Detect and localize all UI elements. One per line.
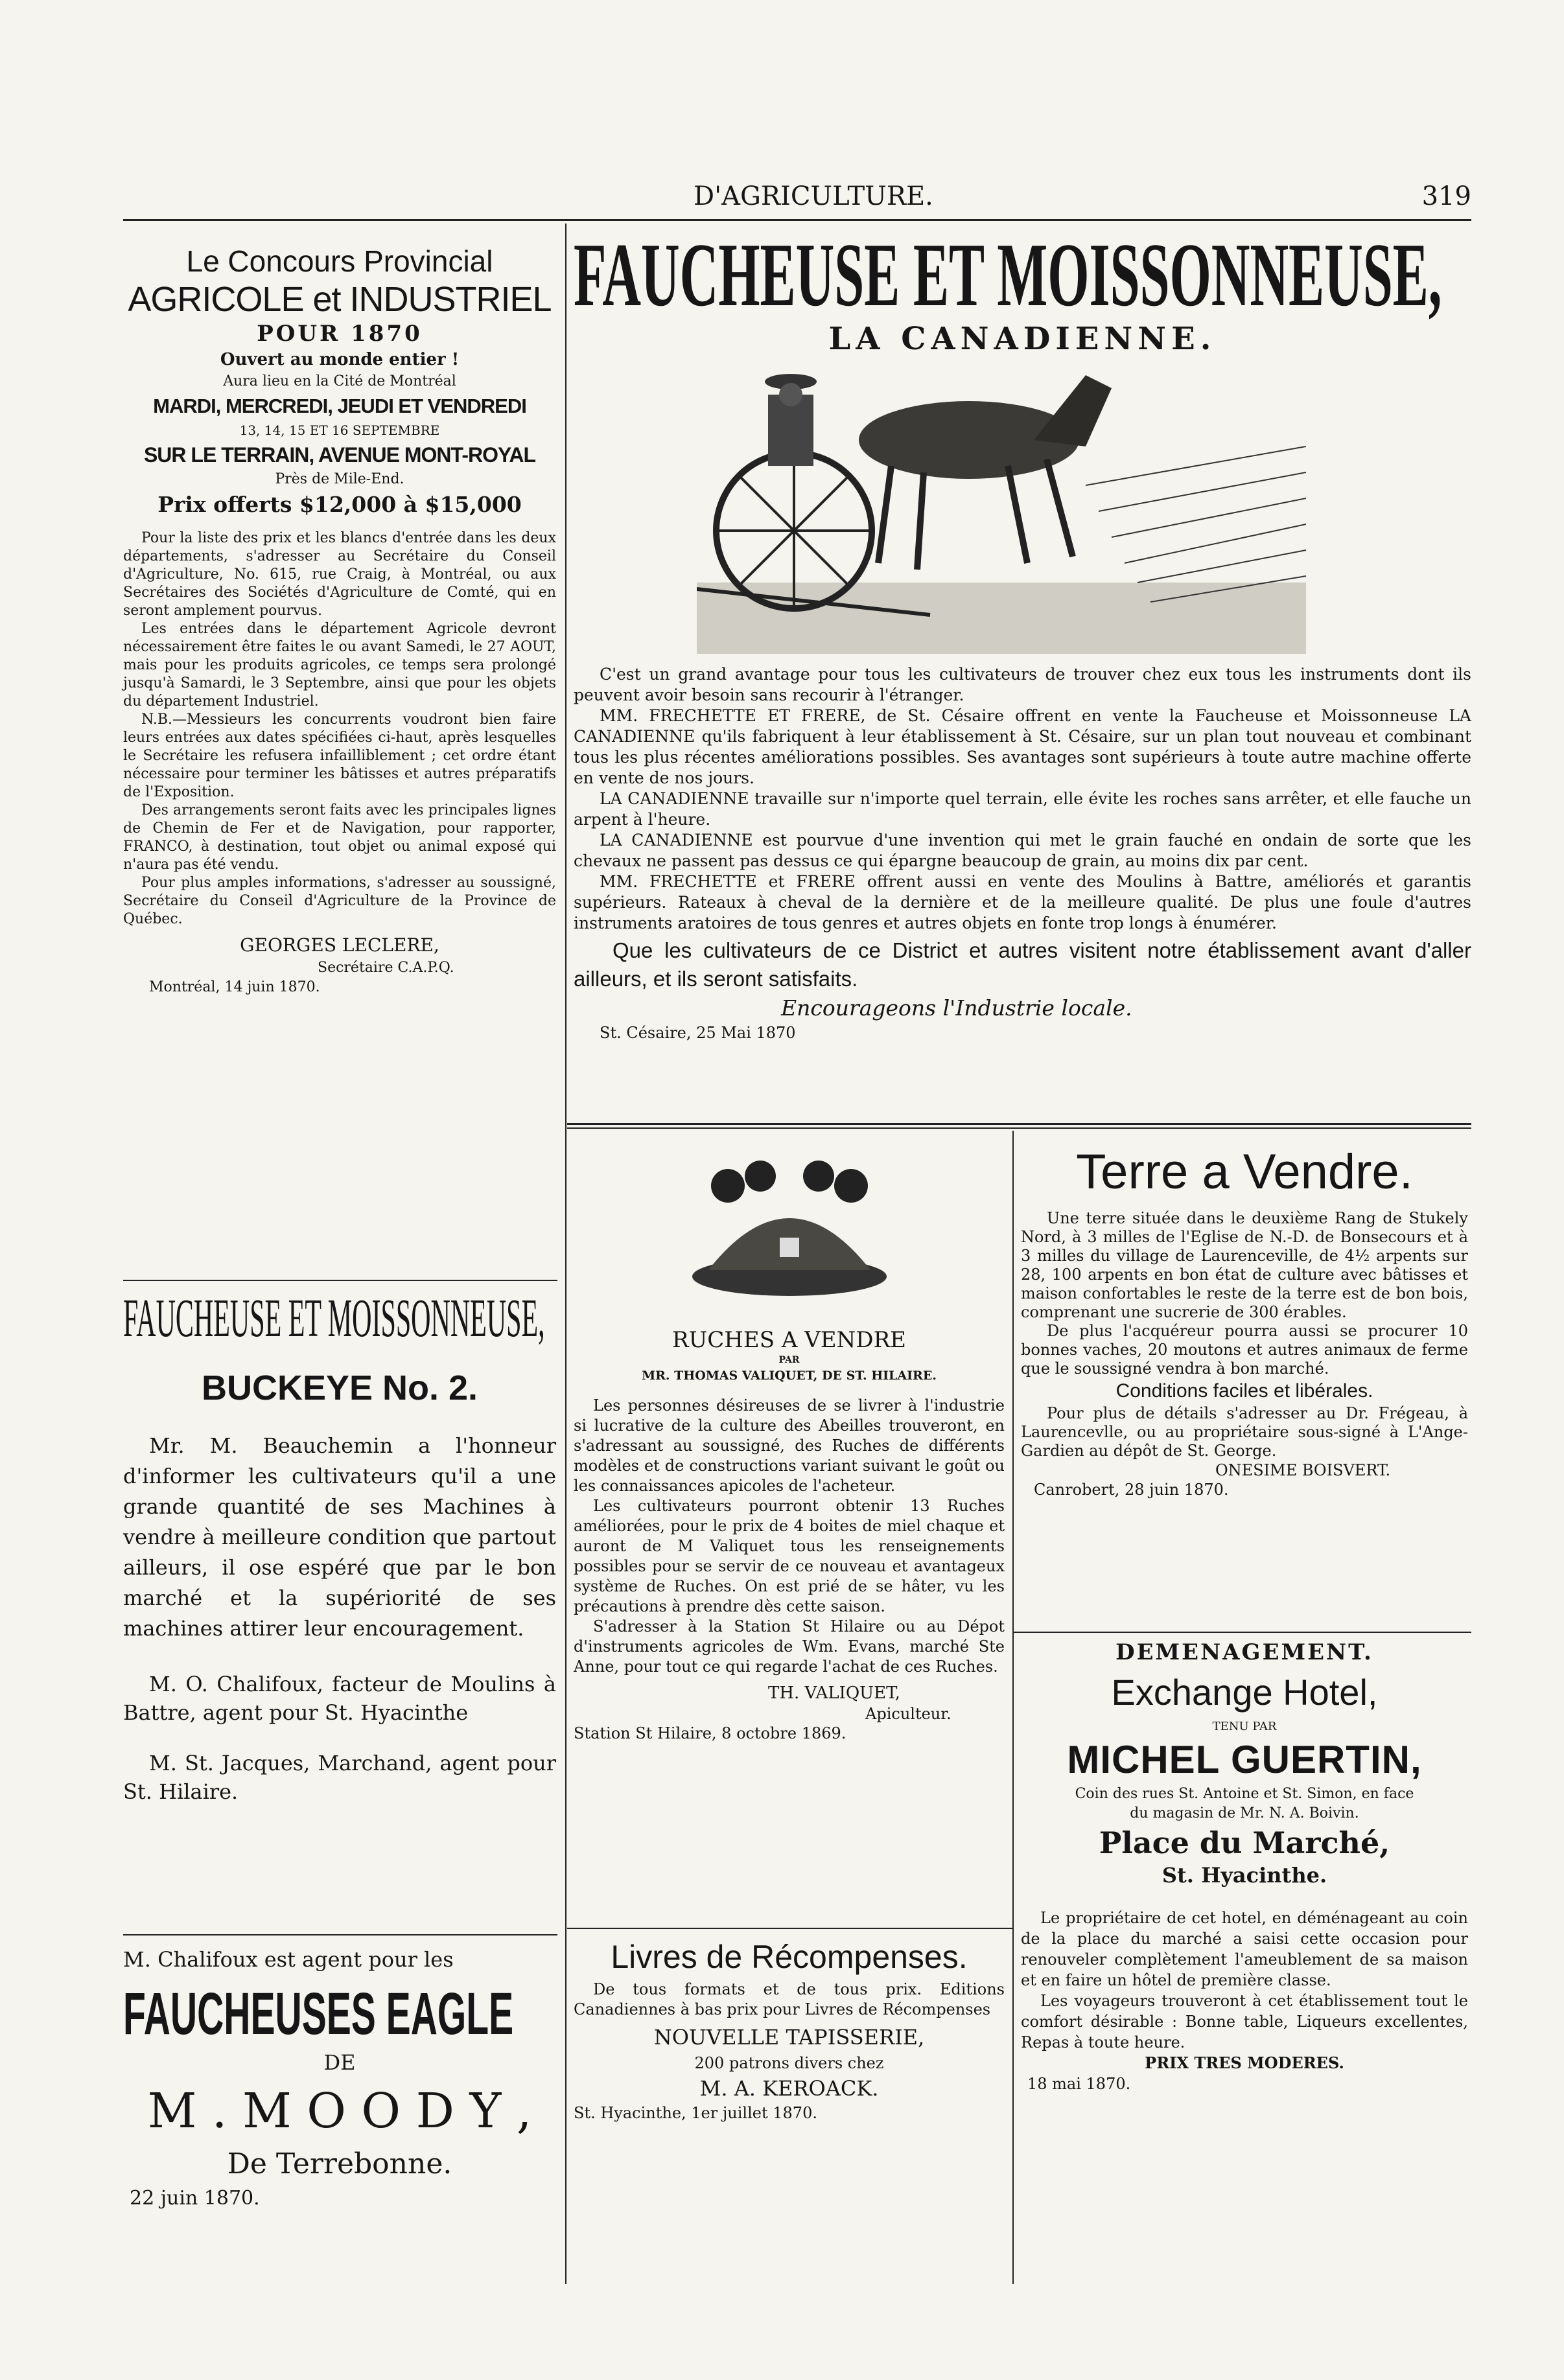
canadienne-para-2: MM. FRECHETTE ET FRERE, de St. Césaire offrent en vente la Faucheuse et Moissonneuse LA CANADIENNE qu'ils fabriquent à leur établissement à St. Césaire, sur un plan tout nouveau et combinant tous les plus récentes améliorations possibles. Ses avantages sont supérieurs à toute autre machine offerte en vente de nos jours. <box>574 706 1471 787</box>
page-header <box>123 181 1471 215</box>
concours-line-7: 13, 14, 15 ET 16 SEPTEMBRE <box>239 422 440 438</box>
concours-line-8: SUR LE TERRAIN, AVENUE MONT-ROYAL <box>143 443 536 467</box>
buckeye-title: FAUCHEUSE ET MOISSONNEUSE, <box>123 1289 545 1348</box>
ruches-title: RUCHES A VENDRE <box>671 1327 906 1353</box>
mid-rule-ruches <box>567 1928 1013 1929</box>
buckeye-ad <box>123 1289 556 1806</box>
ruches-para-2: Les cultivateurs pourront obtenir 13 Ruches améliorées, pour le prix de 4 boites de miel chaque et auront de M Valiquet tous les renseignements possibles pour se servir de ce nouveau et avantageux système de Ruches. On est prié de se hâter, vu les précautions à prendre dès cette saison. <box>574 1497 1005 1615</box>
canadienne-ad <box>574 230 1471 1043</box>
exchange-para-1: Le propriétaire de cet hotel, en déménageant au coin de la place du marché a saisi cette occasion pour renouveler complètement l'ameublement de sa maison et en faire un hôtel de première classe. <box>1021 1909 1468 1989</box>
eagle-title: FAUCHEUSES EAGLE <box>123 1981 514 2046</box>
header-title: D'AGRICULTURE. <box>694 181 933 211</box>
exchange-city: St. Hyacinthe. <box>1161 1863 1327 1888</box>
ruches-para-3: S'adresser à la Station St Hilaire ou au Dépot d'instruments agricoles de Wm. Evans, marché Ste Anne, pour tout ce qui regarde l'achat de ces Ruches. <box>574 1617 1005 1676</box>
canadienne-para-6: Que les cultivateurs de ce District et autres visitent notre établissement avant d'aller ailleurs, et ils seront satisfaits. <box>574 938 1471 991</box>
canadienne-para-3: LA CANADIENNE travaille sur n'importe quel terrain, elle évite les roches sans arrêter, et elle fauche un arpent à l'heure. <box>574 789 1471 829</box>
concours-line-5: Aura lieu en la Cité de Montréal <box>223 373 456 389</box>
canadienne-motto: Encourageons l'Industrie locale. <box>781 995 1132 1021</box>
exchange-ad <box>1021 1638 1468 2094</box>
right-rule-1 <box>567 1123 1471 1125</box>
livres-title: Livres de Récompenses. <box>611 1939 968 1975</box>
concours-line-4: Ouvert au monde entier ! <box>220 350 460 369</box>
terre-date: Canrobert, 28 juin 1870. <box>1034 1481 1229 1499</box>
exchange-address-2: du magasin de Mr. N. A. Boivin. <box>1130 1805 1359 1821</box>
concours-para-5: Pour plus amples informations, s'adresser au soussigné, Secrétaire du Conseil d'Agriculture de la Province de Québec. <box>123 875 556 927</box>
eagle-de: DE <box>323 2050 356 2075</box>
ruches-ad <box>574 1140 1005 1743</box>
eagle-intro: M. Chalifoux est agent pour les <box>123 1947 454 1972</box>
concours-para-4: Des arrangements seront faits avec les principales lignes de Chemin de Fer et de Navigation, pour rapporter, FRANCO, à destination, tout objet ou animal exposé qui n'aura pas été vendu. <box>123 802 556 873</box>
concours-ad <box>123 243 556 997</box>
buckeye-subtitle: BUCKEYE No. 2. <box>201 1369 478 1407</box>
right-rule-terre <box>1014 1632 1471 1633</box>
eagle-date: 22 juin 1870. <box>130 2187 260 2210</box>
livres-ad <box>574 1934 1005 2123</box>
buckeye-para-1: Mr. M. Beauchemin a l'honneur d'informer les cultivateurs qu'il a une grande quantité de ses Machines à vendre à meilleure condition que partout ailleurs, il ose espéré que par le bon marché et la supériorité de ses machines attirer leur encouragement. <box>123 1433 557 1641</box>
exchange-demenagement: DEMENAGEMENT. <box>1115 1639 1373 1665</box>
concours-prize: Prix offerts $12,000 à $15,000 <box>158 492 522 517</box>
concours-line-6: MARDI, MERCREDI, JEUDI ET VENDREDI <box>153 395 526 417</box>
livres-patrons: 200 patrons divers chez <box>694 2054 884 2072</box>
canadienne-para-5: MM. FRECHETTE et FRERE offrent aussi en vente des Moulins à Battre, améliorés et garantis supérieurs. Rateaux à cheval de la dernière et de la meilleure qualité. De plus une foule d'autres instruments aratoires de tous genres et autres objets en fonte trop longs à énumérer. <box>574 872 1471 932</box>
terre-title: Terre a Vendre. <box>1076 1144 1413 1199</box>
column-divider <box>565 224 566 2284</box>
mower-illustration <box>697 369 1306 654</box>
concours-para-3: N.B.—Messieurs les concurrents voudront bien faire leurs entrées aux dates spécifiées ci-haut, après lesquelles le Secrétaire les refusera infailliblement ; cet ordre étant nécessaire pour terminer les bâtisses et autres préparatifs de l'Exposition. <box>123 711 556 800</box>
canadienne-date: St. Césaire, 25 Mai 1870 <box>600 1024 796 1042</box>
ruches-date: Station St Hilaire, 8 octobre 1869. <box>574 1724 846 1742</box>
concours-para-1: Pour la liste des prix et les blancs d'entrée dans les deux départements, s'adresser au Secrétaire du Conseil d'Agriculture, No. 615, rue Craig, à Montréal, ou aux Secrétaires des Sociétés d'Agriculture de Comté, qui en seront amplement pourvus. <box>123 530 556 619</box>
eagle-place: De Terrebonne. <box>227 2147 452 2180</box>
page-number: 319 <box>1421 181 1471 211</box>
ruches-para-1: Les personnes désireuses de se livrer à l'industrie si lucrative de la culture des Abeilles trouveront, en s'adressant au soussigné, des Ruches de différents modèles et de constructions variant suivant le goût ou les connaissances apicoles de l'acheteur. <box>574 1396 1005 1495</box>
concours-date: Montréal, 14 juin 1870. <box>149 979 320 995</box>
canadienne-title: FAUCHEUSE ET MOISSONNEUSE, <box>574 230 1442 321</box>
livres-date: St. Hyacinthe, 1er juillet 1870. <box>574 2104 817 2122</box>
canadienne-para-4: LA CANADIENNE est pourvue d'une invention qui met le grain fauché en ondain de sorte que les chevaux ne passent pas dessus ce qui épargne beaucoup de grain, au moins dix par cent. <box>574 831 1471 870</box>
exchange-para-2: Les voyageurs trouveront à cet établissement tout le comfort désirable : Bonne table, Liqueurs excellentes, Repas à toute heure. <box>1021 1992 1468 2051</box>
buckeye-para-3: M. St. Jacques, Marchand, agent pour St. Hilaire. <box>123 1751 556 1804</box>
concours-signature-title: Secrétaire C.A.P.Q. <box>318 960 454 976</box>
livres-name: M. A. KEROACK. <box>699 2076 879 2101</box>
terre-para-3: Pour plus de détails s'adresser au Dr. Frégeau, à Laurencevlle, ou au propriétaire sous-signé à L'Ange-Gardien au dépôt de St. George. <box>1021 1404 1468 1460</box>
eagle-name: M . M O O D Y , <box>147 2083 532 2139</box>
livres-tapisserie: NOUVELLE TAPISSERIE, <box>653 2025 925 2050</box>
ruches-signature-title: Apiculteur. <box>865 1705 951 1723</box>
ruches-signature: TH. VALIQUET, <box>768 1683 900 1703</box>
terre-para-1: Une terre située dans le deuxième Rang de Stukely Nord, à 3 milles de l'Eglise de N.-D. de Bonsecours et à 3 milles du village de Laurenceville, de 4½ arpents sur 28, 100 arpents en bon état de culture avec bâtisses et maison confortables le reste de la terre est de bon bois, comprenant une sucrerie de 300 érables. <box>1021 1209 1468 1321</box>
concours-line-3: POUR 1870 <box>257 321 423 347</box>
concours-line-2: AGRICOLE et INDUSTRIEL <box>128 280 552 319</box>
exchange-date: 18 mai 1870. <box>1027 2075 1131 2093</box>
exchange-place: Place du Marché, <box>1099 1825 1390 1860</box>
exchange-address-1: Coin des rues St. Antoine et St. Simon, en face <box>1075 1786 1414 1802</box>
concours-signature: GEORGES LECLERE, <box>240 934 439 956</box>
eagle-ad <box>123 1944 556 2212</box>
beehive-illustration <box>683 1140 896 1302</box>
exchange-prix: PRIX TRES MODERES. <box>1145 2053 1344 2072</box>
canadienne-para-1: C'est un grand avantage pour tous les cultivateurs de trouver chez eux tous les instruments dont ils peuvent avoir besoin sans recourir à l'étranger. <box>574 665 1471 704</box>
left-rule-2 <box>123 1934 557 1935</box>
terre-ad <box>1021 1140 1468 1499</box>
concours-para-2: Les entrées dans le département Agricole devront nécessairement être faites le ou avant Samedi, le 27 AOUT, mais pour les produits agricoles, ce temps sera prolongé jusqu'à Samardi, le 3 Septembre, ainsi que pour les objets du département Industriel. <box>123 621 556 710</box>
terre-conditions: Conditions faciles et libérales. <box>1115 1380 1373 1402</box>
exchange-title: Exchange Hotel, <box>1111 1672 1378 1713</box>
header-rule <box>123 219 1471 221</box>
ruches-by: MR. THOMAS VALIQUET, DE ST. HILAIRE. <box>642 1369 937 1383</box>
concours-line-9: Près de Mile-End. <box>275 471 404 487</box>
buckeye-para-2: M. O. Chalifoux, facteur de Moulins à Battre, agent pour St. Hyacinthe <box>123 1672 556 1725</box>
right-rule-1b <box>567 1127 1471 1129</box>
exchange-tenu: TENU PAR <box>1212 1720 1277 1733</box>
left-rule-1 <box>123 1280 557 1281</box>
terre-signature: ONESIME BOISVERT. <box>1215 1461 1391 1479</box>
concours-line-1: Le Concours Provincial <box>186 244 493 278</box>
canadienne-subtitle: LA CANADIENNE. <box>828 321 1217 357</box>
livres-para-1: De tous formats et de tous prix. Editions Canadiennes à bas prix pour Livres de Récompenses <box>574 1980 1005 2018</box>
terre-para-2: De plus l'acquéreur pourra aussi se procurer 10 bonnes vaches, 20 moutons et autres animaux de ferme que le soussigné vendra à bon marché. <box>1021 1322 1468 1378</box>
ruches-par: PAR <box>778 1355 800 1365</box>
mid-divider <box>1012 1131 1014 2284</box>
exchange-owner: MICHEL GUERTIN, <box>1067 1738 1422 1781</box>
